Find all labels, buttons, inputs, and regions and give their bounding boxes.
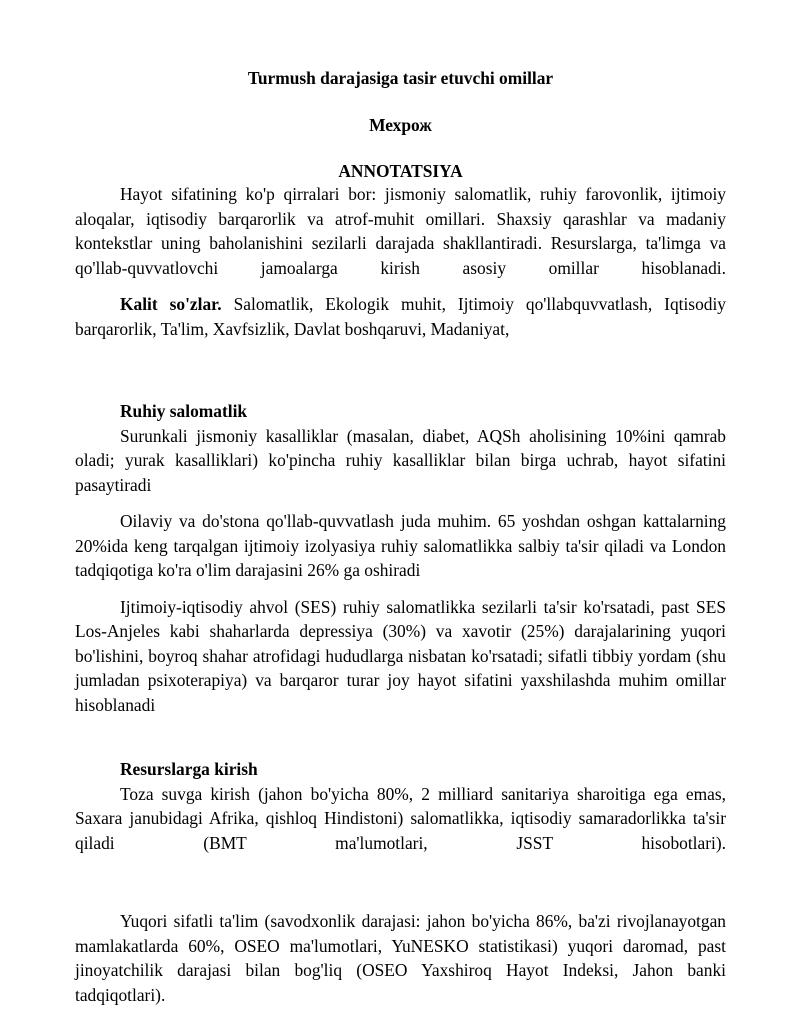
keywords-text: Salomatlik, Ekologik muhit, Ijtimoiy qo'llabquvvatlash, Iqtisodiy barqarorlik, Ta'lim, Xavfsizlik, Davlat boshqaruvi, Madaniyat,: [75, 294, 726, 339]
paragraph: Ijtimoiy-iqtisodiy ahvol (SES) ruhiy salomatlikka sezilarli ta'sir ko'rsatadi, past SES Los-Anjeles kabi shaharlarda depressiya (30%) va xavotir (25%) darajalarining yuqori bo'lishini, boyroq shahar atrofidagi hududlarga nisbatan ko'rsatadi; sifatli tibbiy yordam (shu jumladan psixoterapiya) va barqaror turar joy hayot sifatini yaxshilashda muhim omillar hisoblanadi: [75, 596, 726, 715]
annotation-heading: ANNOTATSIYA: [338, 161, 463, 181]
annotation-text: Hayot sifatining ko'p qirralari bor: jismoniy salomatlik, ruhiy farovonlik, ijtimoiy aloqalar, iqtisodiy barqarorlik va atrof-muhit omillari. Shaxsiy qarashlar va madaniy kontekstlar uning baholanishini sezilarli darajada shakllantiradi. Resurslarga, ta'limga va qo'llab-quvvatlovchi jamoalarga kirish asosiy omillar hisoblanadi.: [75, 184, 726, 278]
paragraph: Oilaviy va do'stona qo'llab-quvvatlash juda muhim. 65 yoshdan oshgan kattalarning 20%ida keng tarqalgan ijtimoiy izolyasiya ruhiy salomatlikka salbiy ta'sir qiladi va London tadqiqotiga ko'ra o'lim darajasini 26% ga oshiradi: [75, 511, 726, 580]
keywords-paragraph: [75, 292, 726, 341]
paragraph: Surunkali jismoniy kasalliklar (masalan, diabet, AQSh aholisining 10%ini qamrab oladi; yurak kasalliklari) ko'pincha ruhiy kasalliklar bilan birga uchrab, hayot sifatini pasaytiradi: [75, 425, 726, 495]
paragraph: Toza suvga kirish (jahon bo'yicha 80%, 2 milliard sanitariya sharoitiga ega emas, Saxara janubidagi Afrika, qishloq Hindistoni) salomatlikka, iqtisodiy samaradorlikka ta'sir qiladi (BMT ma'lumotlari, JSST hisobotlari).: [75, 783, 726, 853]
keywords-label: Kalit so'zlar.: [120, 294, 222, 314]
document-page: [75, 60, 726, 1007]
author-name: Мехрож: [369, 115, 432, 135]
document-title: Turmush darajasiga tasir etuvchi omillar: [247, 68, 554, 88]
section-heading-mental-health: Ruhiy salomatlik: [120, 401, 248, 421]
paragraph: Yuqori sifatli ta'lim (savodxonlik darajasi: jahon bo'yicha 86%, ba'zi rivojlanayotgan mamlakatlarda 60%, OSEO ma'lumotlari, YuNESKO statistikasi) yuqori daromad, past jinoyatchilik darajasi bilan bog'liq (OSEO Yaxshiroq Hayot Indeksi, Jahon banki tadqiqotlari).: [75, 911, 726, 1005]
section-heading-resource-access: Resurslarga kirish: [120, 759, 258, 779]
